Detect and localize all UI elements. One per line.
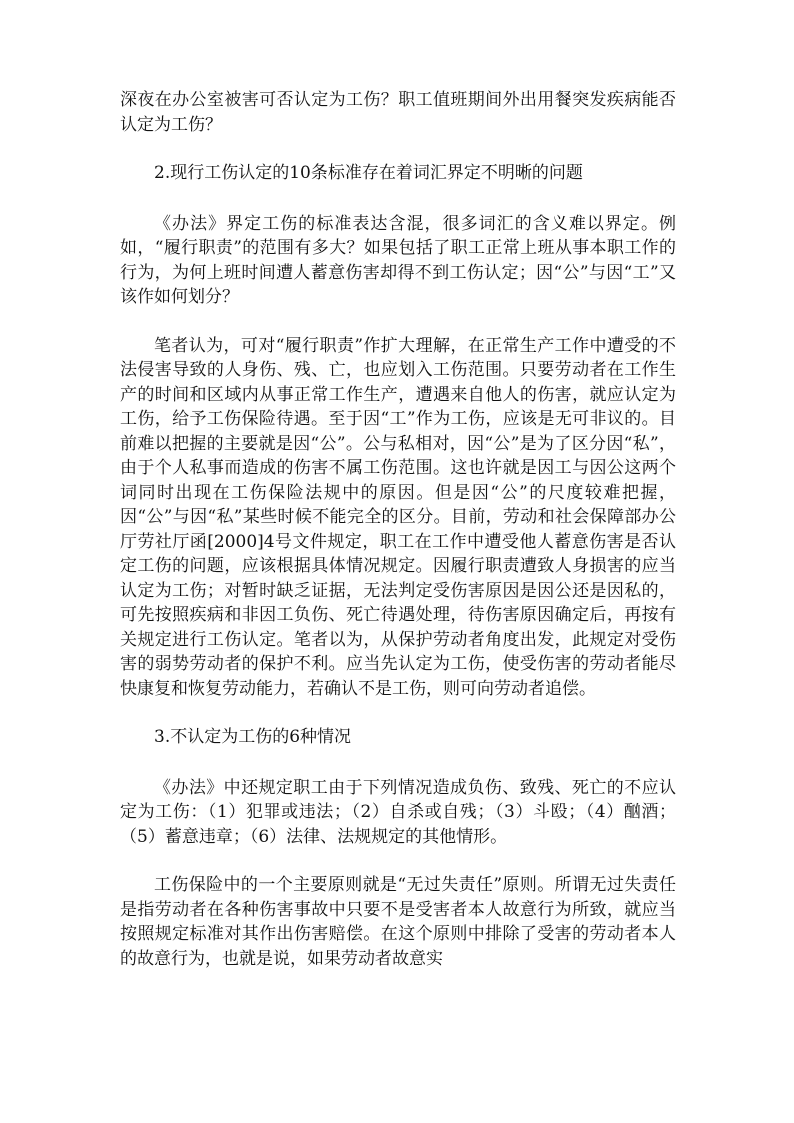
section-heading-2: 2.现行工伤认定的10条标准存在着词汇界定不明晰的问题: [154, 163, 583, 183]
continued-paragraph: 深夜在办公室被害可否认定为工伤？职工值班期间外出用餐突发疾病能否认定为工伤？: [120, 90, 676, 135]
body-paragraph: 《办法》界定工伤的标准表达含混，很多词汇的含义难以界定。例如，“履行职责”的范围有多大？如果包括了职工正常上班从事本职工作的行为，为何上班时间遭人蓄意伤害却得不到工伤认定；因“公”与因“工”又该作如何划分？: [120, 213, 676, 307]
body-paragraph: 笔者认为，可对“履行职责”作扩大理解，在正常生产工作中遭受的不法侵害导致的人身伤、残、亡，也应划入工伤范围。只要劳动者在工作生产的时间和区域内从事正常工作生产，遭遇来自他人的伤害，就应认定为工伤，给予工伤保险待遇。至于因“工”作为工伤，应该是无可非议的。目前难以把握的主要就是因“公”。公与私相对，因“公”是为了区分因“私”，由于个人私事而造成的伤害不属工伤范围。这也许就是因工与因公这两个词同时出现在工伤保险法规中的原因。但是因“公”的尺度较难把握，因“公”与因“私”某些时候不能完全的区分。目前，劳动和社会保障部办公厅劳社厅函[2000]4号文件规定，职工在工作中遭受他人蓄意伤害是否认定工伤的问题，应该根据具体情况规定。因履行职责遭致人身损害的应当认定为工伤；对暂时缺乏证据，无法判定受伤害原因是因公还是因私的，可先按照疾病和非因工负伤、死亡待遇处理，待伤害原因确定后，再按有关规定进行工伤认定。笔者以为，从保护劳动者角度出发，此规定对受伤害的弱势劳动者的保护不利。应当先认定为工伤，使受伤害的劳动者能尽快康复和恢复劳动能力，若确认不是工伤，则可向劳动者追偿。: [120, 335, 676, 699]
section-heading-3: 3.不认定为工伤的6种情况: [154, 727, 352, 747]
body-paragraph: 《办法》中还规定职工由于下列情况造成负伤、致残、死亡的不应认定为工伤：（1）犯罪或违法；（2）自杀或自残；（3）斗殴；（4）酗酒；（5）蓄意违章；（6）法律、法规规定的其他情形。: [120, 777, 676, 847]
document-body: [120, 88, 676, 995]
body-paragraph: 工伤保险中的一个主要原则就是“无过失责任”原则。所谓无过失责任是指劳动者在各种伤害事故中只要不是受害者本人故意行为所致，就应当按照规定标准对其作出伤害赔偿。在这个原则中排除了受害的劳动者本人的故意行为，也就是说，如果劳动者故意实: [120, 875, 676, 969]
